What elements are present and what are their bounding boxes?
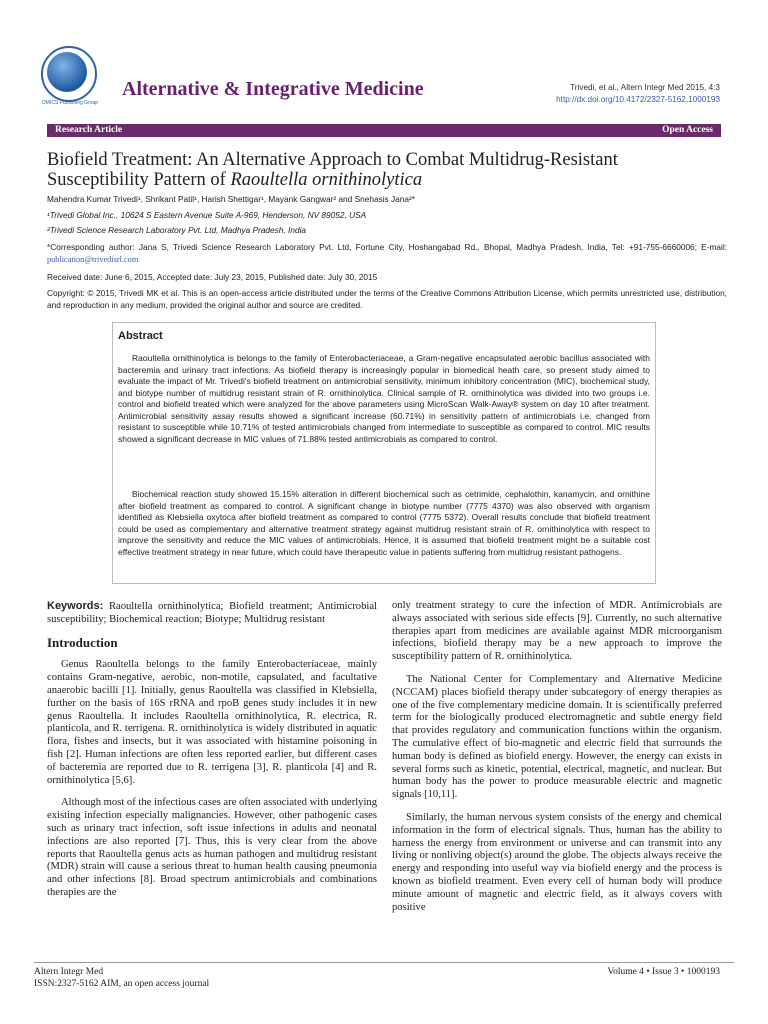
dates: Received date: June 6, 2015, Accepted date: July 23, 2015, Published date: July 30, 2015 [47,272,378,282]
keywords-label: Keywords: [47,600,104,612]
footer-left [34,966,209,990]
authors: Mahendra Kumar Trivedi¹, Shrikant Patil¹, Harish Shettigar¹, Mayank Gangwar² and Snehasis Jana²* [47,194,415,204]
intro-paragraph-1: Genus Raoultella belongs to the family Enterobacteriaceae, mainly contains Gram-negative, aerobic, non-motile, capsulated, and facultative anaerobic bacilli [1]. Initially, genus Raoultella was classified in Klebsiella, further on the basis of 16S rRNA and rpoB genes study includes it in new genus Raoultella. It includes Raoultella ornithinolytica, R. electrica, R. planticola, and R. terrigena. R. ornithinolytica is widely distributed in aquatic flora, fishes and insects, but it was associated with histamine poisoning in fish [2]. Human infections are often less reported earlier, but different cases of bacteremia are reported due to R. terrigena [3], R. planticola [4] and R. ornithinolytica [5,6]. [47,659,377,786]
footer-issn: ISSN:2327-5162 AIM, an open access journal [34,979,210,989]
footer-journal: Altern Integr Med [34,967,104,977]
abstract-paragraph-2: Biochemical reaction study showed 15.15% alteration in different biochemical such as cetrimide, cephalothin, kanamycin, and ornithine after biofield treatment as compared to control. A significant change in biotype number (7775 4370) was also observed with organism identified as Klebsiella oxytoca after biofield treatment as compared to control (7775 5372). Overall results conclude that biofield treatment could be used as complementary and alternative treatment strategy against multidrug resistant strain of R. ornithinolytica with respect to improve the sensitivity and reduce the MIC values of antimicrobials. Hence, it is assumed that biofield treatment might be a suitable cost effective treatment strategy in near future, which could have therapeutic value in patients suffering from multidrug resistant pathogens. [118,489,650,557]
email-link[interactable]: publication@trivedisrl.com [47,254,139,264]
corresponding-text: *Corresponding author: Jana S, Trivedi Science Research Laboratory Pvt. Ltd, Fortune City, Hoshangabad Rd., Bhopal, Madhya Pradesh, India, Tel: +91-755-6660006; E-mail: [47,242,727,252]
right-paragraph-1: The National Center for Complementary and Alternative Medicine (NCCAM) places biofield therapy under subcategory of energy therapies as one of the five complementary medicine domain. It is scientifically preferred term for the biologically produced electromagnetic and subtle energy field that provides regulatory and communication functions within the organism. The cumulative effect of bio-magnetic and electric field that surrounds the human body is defined as biofield energy. However, the energy can exists in several forms such as kinetic, potential, electrical, magnetic, and nuclear. But human body has the power to produce measurable electric and magnetic signals [10,11]. [392,673,722,801]
affiliation-1: ¹Trivedi Global Inc., 10624 S Eastern Avenue Suite A-969, Henderson, NV 89052, USA [47,210,367,220]
citation-text: Trivedi, et al., Altern Integr Med 2015, 4:3 [570,83,720,92]
abstract-heading: Abstract [118,330,163,342]
keywords-text: Raoultella ornithinolytica; Biofield treatment; Antimicrobial susceptibility; Biochemical reaction; Biotype; Multidrug resistant [47,601,377,625]
corresponding-author [47,242,727,265]
abstract-box [112,322,656,584]
doi-link[interactable]: http://dx.doi.org/10.4172/2327-5162.1000193 [556,95,720,104]
title-line-1: Biofield Treatment: An Alternative Approach to Combat Multidrug-Resistant [47,150,618,170]
footer-volume: Volume 4 • Issue 3 • 1000193 [607,967,720,977]
journal-name: Alternative & Integrative Medicine [122,78,424,100]
affiliation-2: ²Trivedi Science Research Laboratory Pvt. Ltd, Madhya Pradesh, India [47,225,307,235]
open-access-label: Open Access [662,125,713,135]
title-species: Raoultella ornithinolytica [230,170,423,190]
intro-paragraph-2: Although most of the infectious cases are often associated with underlying existing infection especially malignancies. However, other pathogenic cases such as urinary tract infection, soft issue infections in adults and neonatal infections are also reported [7]. Thus, this is very clear from the above reports that Raoultella genus acts as human pathogen and multidrug resistant (MDR) strain will cause a serious threat to human health causing pneumonia and other infections [8]. Broad spectrum antimicrobials and combinations therapies are the [47,797,377,898]
logo-caption: OMICS Publishing Group [41,100,99,106]
right-column [392,600,722,924]
citation-block [556,82,720,106]
article-title [47,150,727,190]
abstract-paragraph-1: Raoultella ornithinolytica is belongs to the family of Enterobacteriaceae, a Gram-negative encapsulated aerobic bacillus associated with bacteremia and urinary tract infections. As biofield therapy is increasingly popular in biomedical heath care, so present study aimed to evaluate the impact of Mr. Trivedi's biofield treatment on antimicrobial sensitivity, minimum inhibitory concentration (MIC), biochemical study, and biotype number of multidrug resistant strain of R. ornithinolytica. Clinical sample of R. ornithinolytica was divided into two groups i.e. control and biofield treated which were analyzed for the above parameters using MicroScan Walk-Away® system on day 10 after treatment. Antimicrobial sensitivity assay results showed a significant increase (60.71%) in sensitivity pattern of antimicrobials i.e. changed from resistant to susceptible while 10.71% of tested antimicrobials changed from intermediate to susceptible as compared to control. MIC results showed a significant decrease in MIC values of 71.88% tested antimicrobials as compared to control. [118,353,650,444]
right-paragraph-2: Similarly, the human nervous system consists of the energy and chemical information in the form of electrical signals. Thus, human has the ability to harness the energy from environment or universe and can transmit into any living or nonliving object(s) around the globe. The objects always receive the energy and responding into useful way via biofield energy and the process is known as biofield treatment. Even every cell of human body will produce minute amount of magnetic and electric field, as it always covers with positive [392,811,722,913]
footer-rule [34,962,734,963]
copyright: Copyright: © 2015, Trivedi MK et al. This is an open-access article distributed under the terms of the Creative Commons Attribution License, which permits unrestricted use, distribution, and reproduction in any medium, provided the original author and source are credited. [47,288,727,310]
publisher-globe-icon [47,52,87,92]
title-line-2: Susceptibility Pattern of [47,170,231,190]
intro-heading: Introduction [47,634,118,650]
article-type-bar [47,124,721,137]
article-type-label: Research Article [55,125,123,135]
left-column [47,600,377,910]
keywords [47,600,377,627]
right-paragraph-0: only treatment strategy to cure the infection of MDR. Antimicrobials are always associated with serious side effects [9]. Currently, no such alternative therapies apart from medicines are available against MDR microorganism infections, biofield therapy may be a new approach to improve the susceptibility pattern of R. ornithinolytica. [392,600,722,663]
